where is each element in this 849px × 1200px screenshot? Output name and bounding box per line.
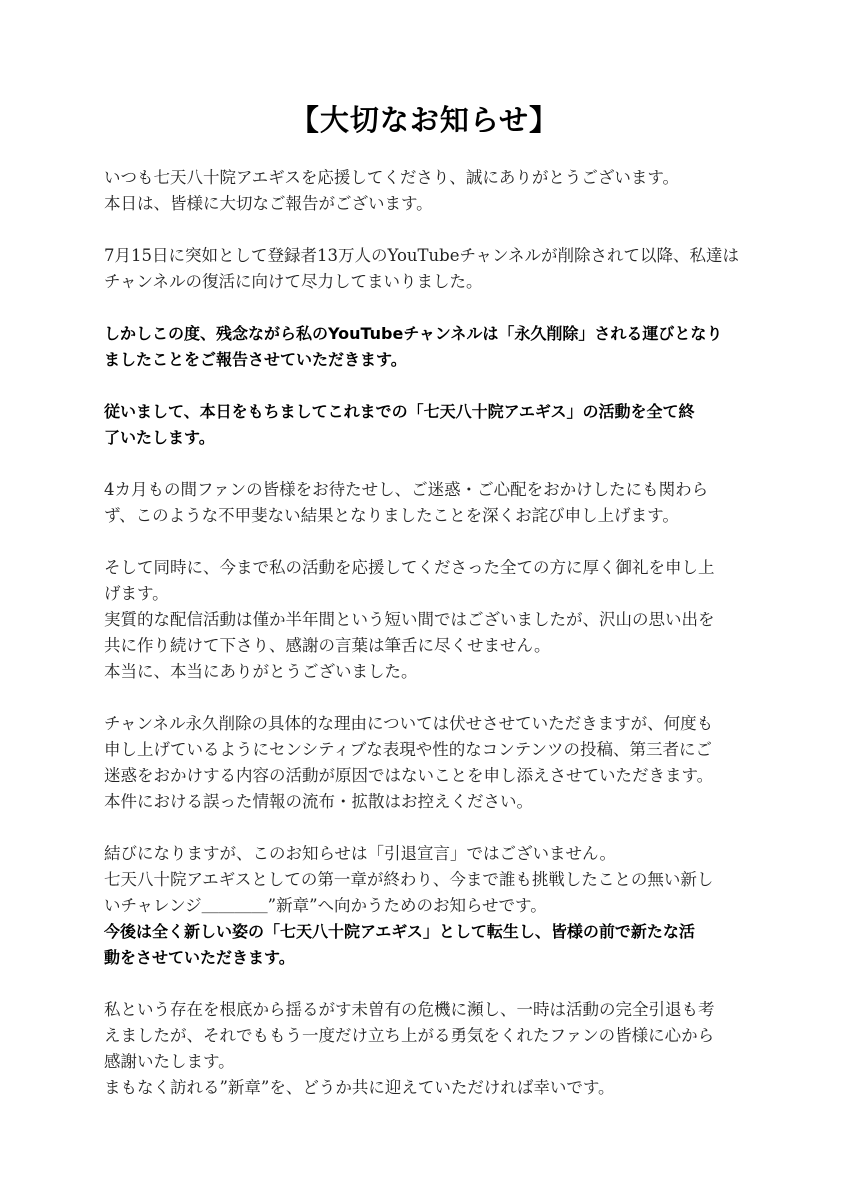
text-line: そして同時に、今まで私の活動を応援してくださった全ての方に厚く御礼を申し上	[104, 558, 715, 577]
text-block	[104, 997, 754, 1101]
paragraph	[104, 165, 754, 217]
text-line: 7月15日に突如として登録者13万人のYouTubeチャンネルが削除されて以降、私達は	[104, 246, 739, 265]
text-line: いつも七天八十院アエギスを応援してくださり、誠にありがとうございます。	[104, 168, 680, 187]
bold-text-block	[104, 919, 754, 971]
notice-body	[104, 165, 754, 1127]
text-block	[104, 555, 754, 685]
text-line: 迷惑をおかけする内容の活動が原因ではないことを申し添えさせていただきます。	[104, 766, 714, 785]
text-line: えましたが、それでももう一度だけ立ち上がる勇気をくれたファンの皆様に心から	[104, 1026, 715, 1045]
paragraph	[104, 711, 754, 815]
text-line: 感謝いたします。	[104, 1052, 235, 1071]
paragraph	[104, 399, 754, 451]
text-line: まもなく訪れる”新章”を、どうか共に迎えていただければ幸いです。	[104, 1078, 615, 1097]
text-block	[104, 841, 754, 919]
bold-text-block	[104, 399, 754, 451]
paragraph	[104, 321, 754, 373]
paragraph	[104, 477, 754, 529]
text-line: しかしこの度、残念ながら私のYouTubeチャンネルは「永久削除」される運びとなり	[104, 324, 723, 343]
text-line: 今後は全く新しい姿の「七天八十院アエギス」として転生し、皆様の前で新たな活	[104, 922, 695, 941]
text-line: 4カ月もの間ファンの皆様をお待たせし、ご迷惑・ご心配をおかけしたにも関わら	[104, 480, 709, 499]
text-block	[104, 243, 754, 295]
text-line: 申し上げているようにセンシティブな表現や性的なコンテンツの投稿、第三者にご	[104, 740, 712, 759]
text-line: 共に作り続けて下さり、感謝の言葉は筆舌に尽くせません。	[104, 636, 551, 655]
text-line: ましたことをご報告させていただきます。	[104, 350, 407, 369]
text-line: 本当に、本当にありがとうございました。	[104, 662, 418, 681]
text-line: 結びになりますが、このお知らせは「引退宣言」ではございません。	[104, 844, 616, 863]
paragraph	[104, 555, 754, 685]
text-line: 実質的な配信活動は僅か半年間という短い間ではございましたが、沢山の思い出を	[104, 610, 715, 629]
page-title: 【大切なお知らせ】	[289, 103, 560, 137]
text-line: げます。	[104, 584, 169, 603]
bold-text-block	[104, 321, 754, 373]
paragraph	[104, 841, 754, 971]
text-block	[104, 711, 754, 815]
text-line: チャンネルの復活に向けて尽力してまいりました。	[104, 272, 483, 291]
text-line: 本日は、皆様に大切なご報告がございます。	[104, 194, 433, 213]
paragraph	[104, 243, 754, 295]
text-block	[104, 477, 754, 529]
text-line: 七天八十院アエギスとしての第一章が終わり、今まで誰も挑戦したことの無い新し	[104, 870, 714, 889]
text-line: 本件における誤った情報の流布・拡散はお控えください。	[104, 792, 533, 811]
text-line: 動をさせていただきます。	[104, 948, 295, 967]
text-line: 従いまして、本日をもちましてこれまでの「七天八十院アエギス」の活動を全て終	[104, 402, 695, 421]
paragraph	[104, 997, 754, 1101]
text-line: チャンネル永久削除の具体的な理由については伏せさせていただきますが、何度も	[104, 714, 714, 733]
text-block	[104, 165, 754, 217]
text-line: 了いたします。	[104, 428, 215, 447]
text-line: いチャレンジ＿＿＿＿”新章”へ向かうためのお知らせです。	[104, 896, 547, 915]
text-line: ず、このような不甲斐ない結果となりましたことを深くお詫び申し上げます。	[104, 506, 679, 525]
text-line: 私という存在を根底から揺るがす未曽有の危機に瀕し、一時は活動の完全引退も考	[104, 1000, 715, 1019]
